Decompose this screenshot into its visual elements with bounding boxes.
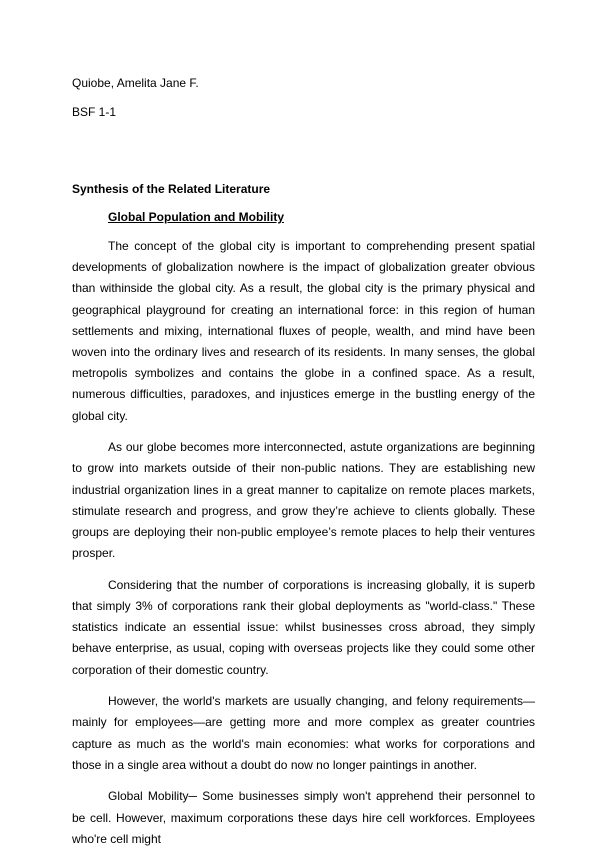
paragraph: However, the world's markets are usually changing, and felony requirements—mainly for employees—are getting more and more complex as greater countries capture as much as the world's main economies: what works for corporations and those in a single area without a doubt do now no longer paintings in another. <box>72 694 535 772</box>
paragraph: Global Mobility─ Some businesses simply won't apprehend their personnel to be cell. However, maximum corporations these days hire cell workforces. Employees who're cell might <box>72 789 535 846</box>
paragraph: The concept of the global city is important to comprehending present spatial developments of globalization nowhere is the impact of globalization greater obvious than withinside the global city. As a result, the global city is the primary physical and geographical playground for creating an international force: in this region of human settlements and mixing, international fluxes of people, wealth, and mind have been woven into the ordinary lives and research of its residents. In many senses, the global metropolis symbolizes and contains the globe in a confined space. As a result, numerous difficulties, paradoxes, and injustices emerge in the bustling energy of the global city. <box>72 239 535 423</box>
section-code: BSF 1-1 <box>72 105 117 119</box>
paragraph: As our globe becomes more interconnected, astute organizations are beginning to grow into markets outside of their non-public nations. They are establishing new industrial organization lines in a great manner to capitalize on remote places markets, stimulate research and progress, and grow they’re achieve to clients globally. These groups are deploying their non-public employee’s remote places to help their ventures prosper. <box>72 440 535 561</box>
paragraph: Considering that the number of corporations is increasing globally, it is superb that simply 3% of corporations rank their global deployments as "world-class." These statistics indicate an essential issue: whilst businesses cross abroad, they simply behave enterprise, as usual, coping with overseas projects like they could some other corporation of their domestic country. <box>72 577 535 677</box>
author-name: Quiobe, Amelita Jane F. <box>72 76 199 90</box>
document-body <box>72 236 535 860</box>
document-heading: Synthesis of the Related Literature <box>72 182 271 196</box>
document-subheading: Global Population and Mobility <box>108 210 284 224</box>
